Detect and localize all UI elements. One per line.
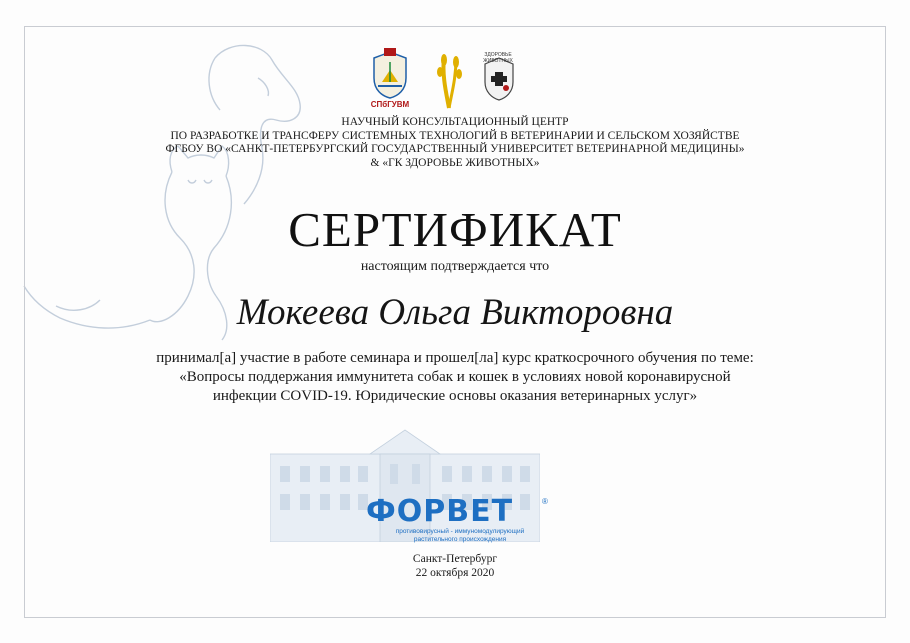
- sponsor-tagline-line-2: растительного происхождения: [413, 535, 507, 543]
- organization-line-3: ФГБОУ ВО «САНКТ-ПЕТЕРБУРГСКИЙ ГОСУДАРСТВЕННЫЙ УНИВЕРСИТЕТ ВЕТЕРИНАРНОЙ МЕДИЦИНЫ»: [165, 143, 745, 155]
- issue-place: Санкт-Петербург: [412, 553, 498, 565]
- certificate-title: СЕРТИФИКАТ: [288, 202, 622, 257]
- wheat-emblem-icon: [432, 48, 466, 110]
- university-abbreviation: СПбГУВМ: [370, 100, 410, 109]
- sponsor-tagline-line-1: противовирусный - иммуномодулирующий: [395, 528, 525, 535]
- sponsor-logo: [360, 495, 560, 545]
- certificate-subtitle: настоящим подтверждается что: [360, 259, 550, 274]
- registered-mark: ®: [542, 497, 548, 506]
- organization-header: [0, 116, 910, 170]
- sponsor-name: ФОРВЕТ: [366, 494, 514, 529]
- logos-row: [368, 48, 548, 110]
- recipient-name: Мокеева Ольга Викторовна: [236, 292, 674, 333]
- body-line-2: «Вопросы поддержания иммунитета собак и кошек в условиях новой коронавирусной: [179, 369, 731, 385]
- partner-caption: ЗДОРОВЬЕ ЖИВОТНЫХ: [483, 52, 513, 64]
- organization-line-1: НАУЧНЫЙ КОНСУЛЬТАЦИОННЫЙ ЦЕНТР: [341, 116, 569, 128]
- certificate-body: [0, 349, 910, 406]
- organization-line-4: & «ГК ЗДОРОВЬЕ ЖИВОТНЫХ»: [370, 156, 540, 169]
- issue-date: 22 октября 2020: [415, 567, 495, 579]
- organization-line-2: ПО РАЗРАБОТКЕ И ТРАНСФЕРУ СИСТЕМНЫХ ТЕХНОЛОГИЙ В ВЕТЕРИНАРИИ И СЕЛЬСКОМ ХОЗЯЙСТВЕ: [170, 129, 740, 142]
- body-line-3: инфекции COVID-19. Юридические основы оказания ветеринарных услуг»: [212, 388, 698, 404]
- university-emblem-icon: [368, 48, 412, 100]
- body-line-1: принимал[а] участие в работе семинара и прошел[ла] курс краткосрочного обучения по теме:: [156, 350, 754, 366]
- sponsor-tagline: [360, 528, 560, 543]
